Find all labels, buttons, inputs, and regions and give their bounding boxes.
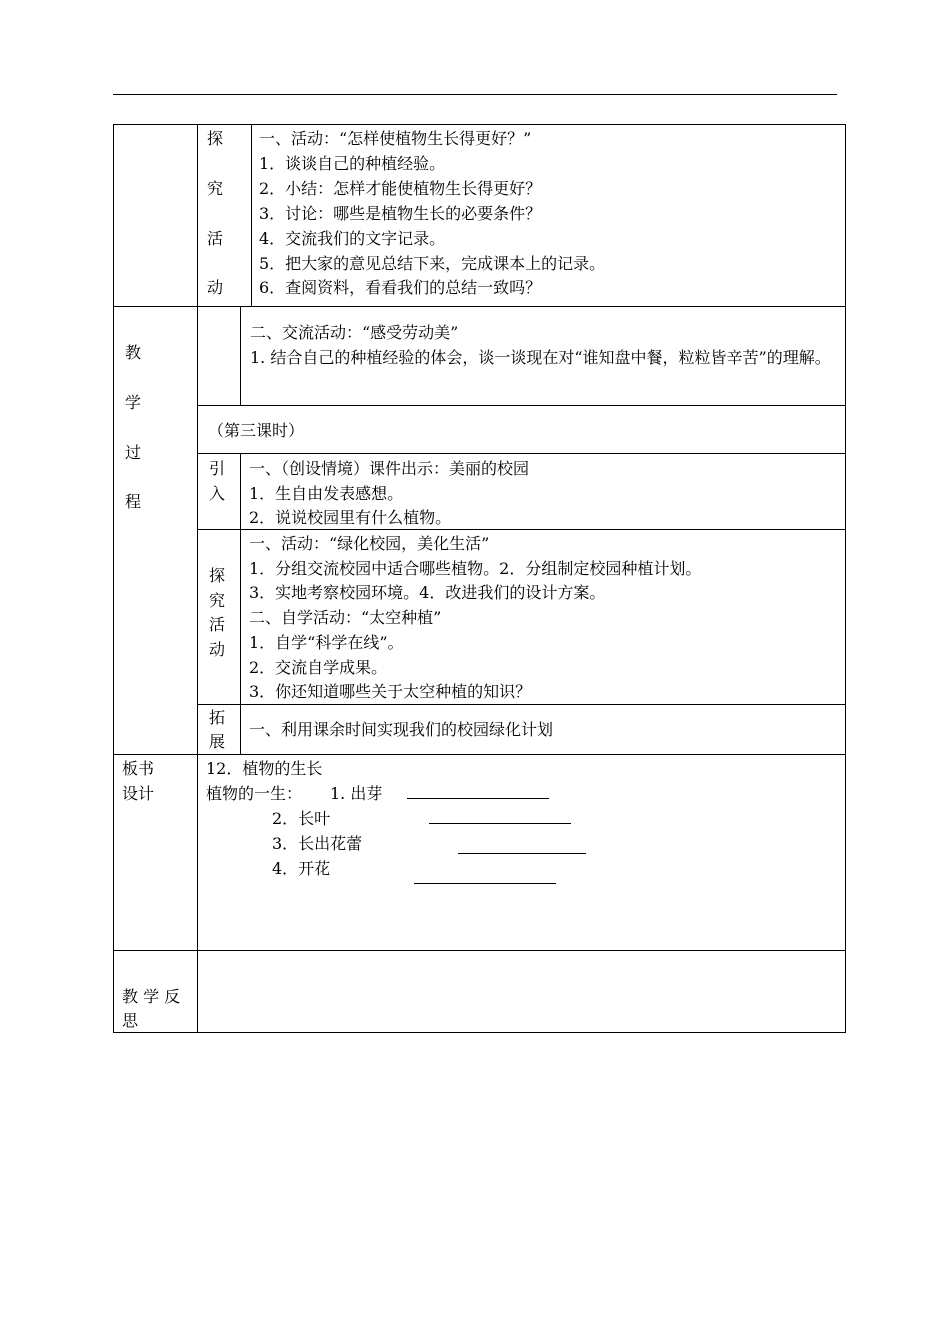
section1-line: 一、活动：“怎样使植物生长得更好？” bbox=[259, 129, 532, 148]
intro-label-char: 引 bbox=[208, 459, 225, 478]
board-stage: 2．长叶 bbox=[272, 809, 331, 828]
intro-line: 1．生自由发表感想。 bbox=[249, 484, 404, 503]
section1-label-char: 探 bbox=[206, 129, 223, 148]
process-label-char: 学 bbox=[124, 393, 141, 412]
explore-line: 1．分组交流校园中适合哪些植物。2．分组制定校园种植计划。 bbox=[249, 559, 702, 578]
board-stage-prefix: 植物的一生： bbox=[206, 784, 303, 803]
section1-line: 6．查阅资料，看看我们的总结一致吗？ bbox=[259, 278, 542, 297]
section2-title: 二、交流活动：“感受劳动美” bbox=[250, 323, 459, 342]
board-blank-line bbox=[429, 823, 571, 824]
explore-label-char: 究 bbox=[208, 591, 225, 610]
board-label-line: 板书 bbox=[122, 759, 155, 778]
explore-line: 3．你还知道哪些关于太空种植的知识？ bbox=[249, 682, 532, 701]
section1-left-cell bbox=[113, 124, 198, 307]
explore-line: 二、自学活动：“太空种植” bbox=[249, 608, 442, 627]
board-blank-line bbox=[414, 883, 556, 884]
lesson3-title: （第三课时） bbox=[208, 421, 305, 440]
section1-line: 5．把大家的意见总结下来，完成课本上的记录。 bbox=[259, 254, 606, 273]
section1-line: 2．小结：怎样才能使植物生长得更好？ bbox=[259, 179, 542, 198]
intro-line: 2．说说校园里有什么植物。 bbox=[249, 508, 452, 527]
extend-text: 一、利用课余时间实现我们的校园绿化计划 bbox=[249, 720, 554, 739]
reflection-label-line: 思 bbox=[122, 1011, 139, 1030]
explore-line: 2．交流自学成果。 bbox=[249, 658, 388, 677]
board-blank-line bbox=[407, 798, 549, 799]
section2-label-cell bbox=[197, 306, 241, 406]
section1-line: 1．谈谈自己的种植经验。 bbox=[259, 154, 446, 173]
explore-line: 3．实地考察校园环境。4．改进我们的设计方案。 bbox=[249, 583, 606, 602]
intro-line: 一、（创设情境）课件出示：美丽的校园 bbox=[249, 459, 530, 478]
section2-body: 1. 结合自己的种植经验的体会，谈一谈现在对“谁知盘中餐，粒粒皆辛苦”的理解。 bbox=[250, 348, 831, 367]
board-label-line: 设计 bbox=[122, 784, 155, 803]
board-stage: 3．长出花蕾 bbox=[272, 834, 363, 853]
process-label-char: 过 bbox=[124, 443, 141, 462]
section1-label-char: 动 bbox=[206, 278, 223, 297]
explore-line: 1．自学“科学在线”。 bbox=[249, 633, 404, 652]
board-stage: 4．开花 bbox=[272, 859, 331, 878]
board-blank-line bbox=[458, 853, 586, 854]
header-rule bbox=[113, 94, 837, 95]
process-label-char: 程 bbox=[124, 492, 141, 511]
explore-label-char: 探 bbox=[208, 566, 225, 585]
explore-label-char: 活 bbox=[208, 615, 225, 634]
intro-label-char: 入 bbox=[208, 484, 225, 503]
extend-label-char: 展 bbox=[208, 732, 225, 751]
explore-label-char: 动 bbox=[208, 640, 225, 659]
extend-label-char: 拓 bbox=[208, 708, 225, 727]
process-label-cell bbox=[113, 306, 198, 755]
section1-label-char: 活 bbox=[206, 229, 223, 248]
reflection-label-line: 教 学 反 bbox=[122, 987, 181, 1006]
board-stage: 1. 出芽 bbox=[330, 784, 383, 803]
section1-line: 3．讨论：哪些是植物生长的必要条件？ bbox=[259, 204, 542, 223]
reflection-content-cell bbox=[197, 950, 846, 1033]
board-title: 12．植物的生长 bbox=[206, 759, 323, 778]
explore-line: 一、活动：“绿化校园，美化生活” bbox=[249, 534, 490, 553]
section1-label-char: 究 bbox=[206, 179, 223, 198]
process-label-char: 教 bbox=[124, 343, 141, 362]
section1-line: 4．交流我们的文字记录。 bbox=[259, 229, 446, 248]
